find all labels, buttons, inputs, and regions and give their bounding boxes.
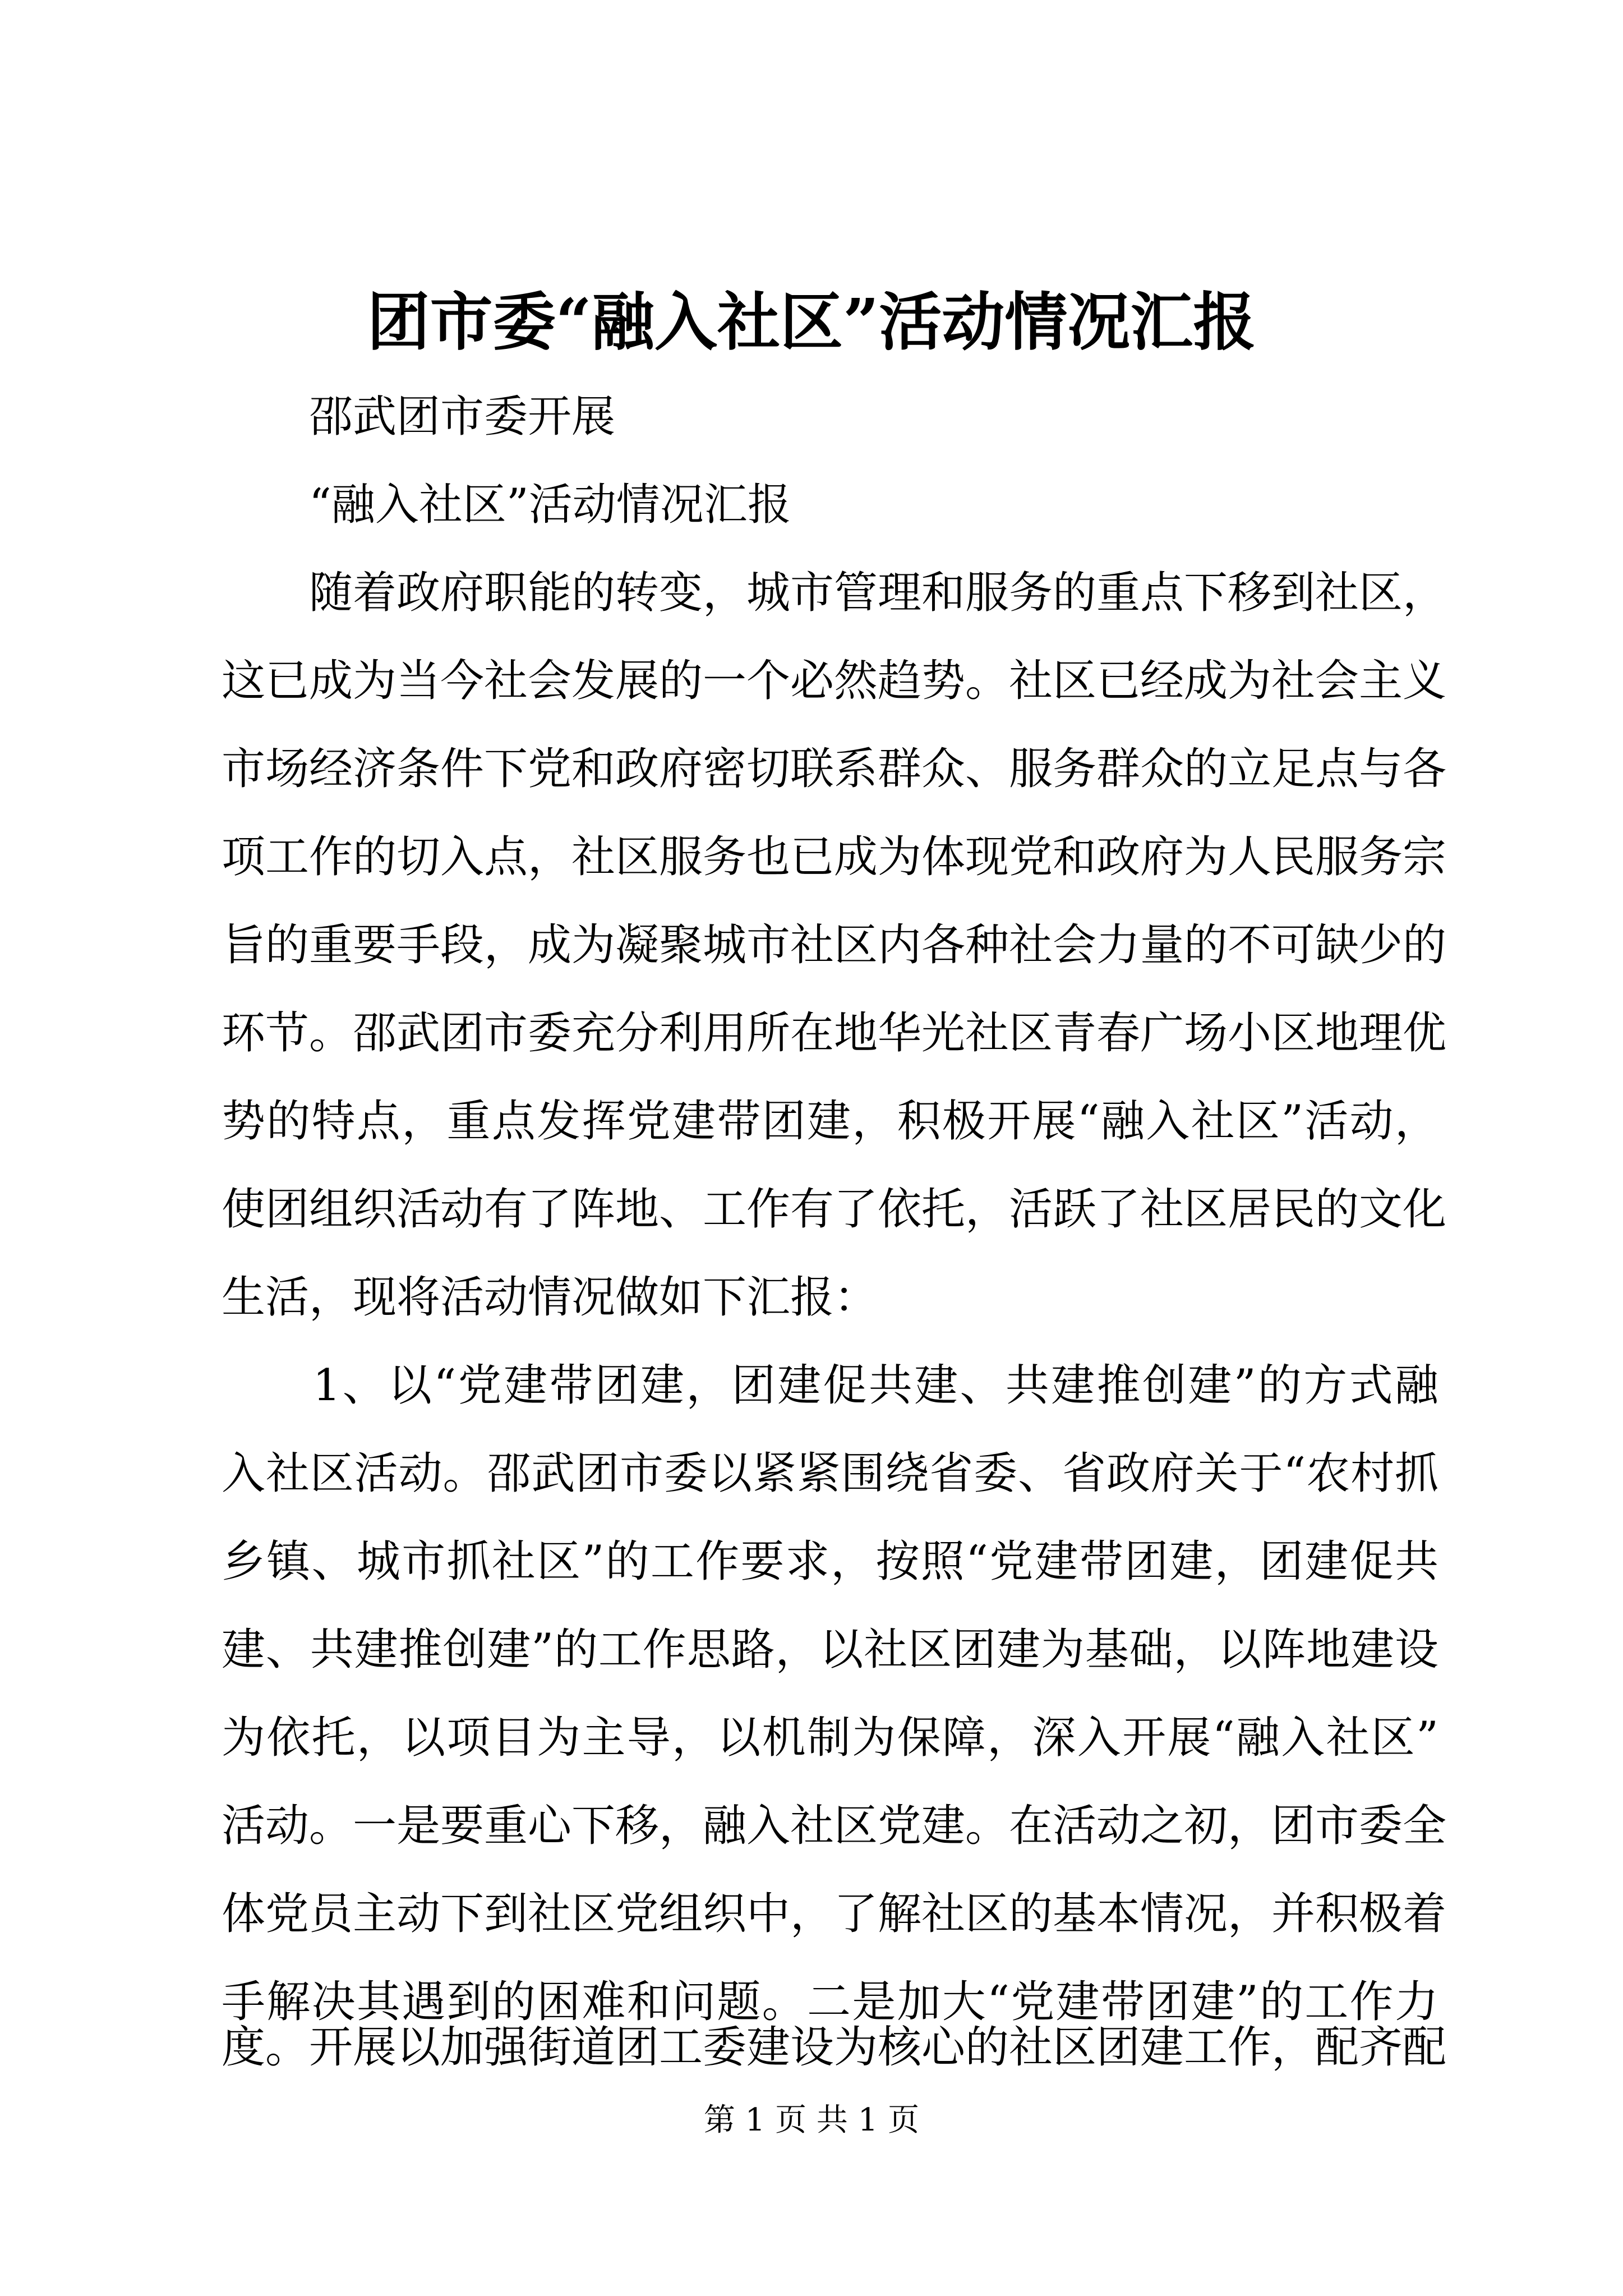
body-line: 为依托，以项目为主导，以机制为保障，深入开展“融入社区” — [222, 1713, 1438, 1763]
body-line: 手解决其遇到的困难和问题。二是加大“党建带团建”的工作力 — [222, 1977, 1438, 2027]
body-line: 市场经济条件下党和政府密切联系群众、服务群众的立足点与各 — [222, 744, 1447, 794]
body-line: 活动。一是要重心下移，融入社区党建。在活动之初，团市委全 — [222, 1801, 1447, 1851]
body-line: 生活，现将活动情况做如下汇报： — [222, 1272, 878, 1323]
body-line: 建、共建推创建”的工作思路，以社区团建为基础，以阵地建设 — [222, 1625, 1438, 1675]
body-line: 乡镇、城市抓社区”的工作要求，按照“党建带团建，团建促共 — [222, 1536, 1438, 1587]
body-line: 旨的重要手段，成为凝聚城市社区内各种社会力量的不可缺少的 — [222, 920, 1447, 970]
body-line: 环节。邵武团市委充分利用所在地华光社区青春广场小区地理优 — [222, 1008, 1447, 1059]
page-footer: 第 1 页 共 1 页 — [703, 2102, 920, 2138]
body-line: 邵武团市委开展 — [222, 392, 616, 442]
body-line: 体党员主动下到社区党组织中，了解社区的基本情况，并积极着 — [222, 1889, 1447, 1939]
body-line: “融入社区”活动情况汇报 — [222, 480, 791, 530]
body-line: 度。开展以加强街道团工委建设为核心的社区团建工作，配齐配 — [222, 2022, 1447, 2073]
body-line: 这已成为当今社会发展的一个必然趋势。社区已经成为社会主义 — [222, 656, 1447, 706]
body-line: 入社区活动。邵武团市委以紧紧围绕省委、省政府关于“农村抓 — [222, 1448, 1438, 1499]
body-line: 使团组织活动有了阵地、工作有了依托，活跃了社区居民的文化 — [222, 1184, 1447, 1235]
body-line: 随着政府职能的转变，城市管理和服务的重点下移到社区， — [222, 568, 1447, 618]
body-line: 1、以“党建带团建，团建促共建、共建推创建”的方式融 — [222, 1360, 1438, 1411]
body-line: 项工作的切入点，社区服务也已成为体现党和政府为人民服务宗 — [222, 832, 1447, 882]
document-title: 团市委“融入社区”活动情况汇报 — [367, 286, 1256, 359]
body-line: 势的特点，重点发挥党建带团建，积极开展“融入社区”活动， — [222, 1096, 1438, 1147]
